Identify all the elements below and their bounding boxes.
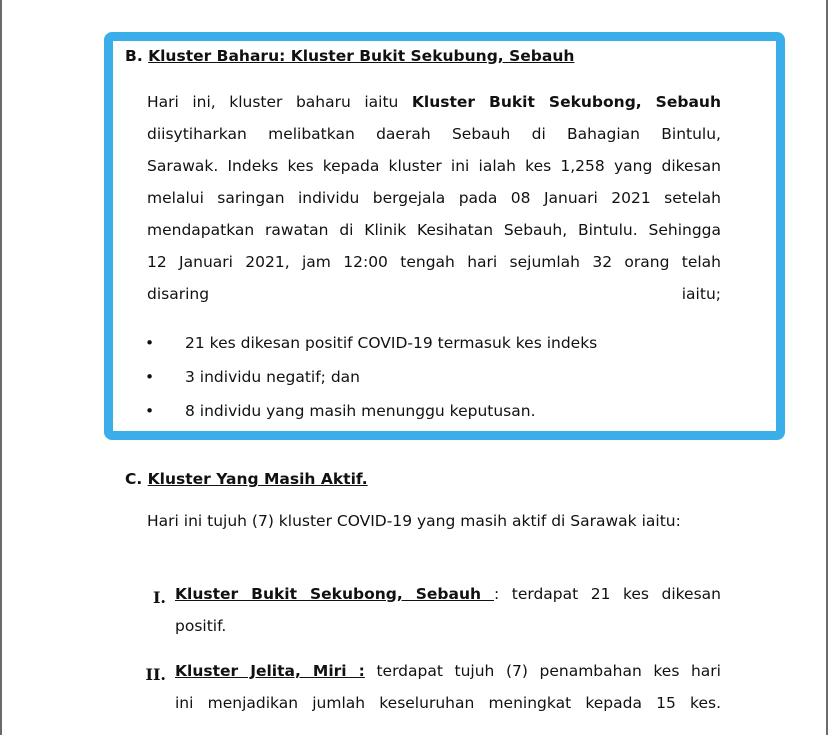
bullet-text-1: 21 kes dikesan positif COVID-19 termasuk kes indeks [185,334,598,352]
cluster-item-2-name: Kluster Jelita, Miri : [175,662,365,680]
cluster-item-1-line-1 [175,578,721,610]
section-c-letter: C. [125,470,143,488]
section-b-line-4: mendapatkan rawatan di Klinik Kesihatan Sebauh, Bintulu. Sehingga [147,221,721,239]
section-b-cluster-name: Kluster Bukit Sekubong, Sebauh [411,93,721,111]
section-b-title: Kluster Baharu: Kluster Bukit Sekubung, Sebauh [148,47,575,65]
cluster-item-1 [175,578,721,642]
bullet-text-2: 3 individu negatif; dan [185,368,360,386]
bullet-item-2 [145,366,360,388]
section-c-title: Kluster Yang Masih Aktif. [147,470,368,488]
bullet-icon: • [145,334,155,352]
page-edge-right [826,0,828,735]
section-b-line-1: diisytiharkan melibatkan daerah Sebauh di Bahagian Bintulu, [147,125,721,143]
cluster-item-2-detail: terdapat tujuh (7) penambahan kes hari [364,662,721,680]
cluster-item-2 [175,655,721,719]
cluster-item-2-line-2: ini menjadikan jumlah keseluruhan meningkat kepada 15 kes. [175,694,721,712]
cluster-item-2-number: II. [145,665,166,684]
section-b-line-2: Sarawak. Indeks kes kepada kluster ini ialah kes 1,258 yang dikesan [147,157,721,175]
section-c-heading [125,469,368,489]
cluster-item-1-name: Kluster Bukit Sekubong, Sebauh [175,585,495,603]
bullet-text-3: 8 individu yang masih menunggu keputusan. [185,402,536,420]
cluster-item-1-line-2: positif. [175,617,227,635]
bullet-icon: • [145,402,155,420]
section-b-line-5: 12 Januari 2021, jam 12:00 tengah hari sejumlah 32 orang telah [147,253,721,271]
section-b-line-6: disaring iaitu; [147,285,721,303]
section-b-line-0 [147,86,721,118]
section-c-intro: Hari ini tujuh (7) kluster COVID-19 yang masih aktif di Sarawak iaitu: [147,512,681,530]
cluster-item-2-line-1 [175,655,721,687]
bullet-item-1 [145,332,597,354]
cluster-item-1-number: I. [152,588,166,607]
section-b-line-3: melalui saringan individu bergejala pada 08 Januari 2021 setelah [147,189,721,207]
cluster-item-1-detail: : terdapat 21 kes dikesan [494,585,721,603]
section-b-heading [125,46,574,66]
section-b-paragraph [147,86,721,310]
bullet-icon: • [145,368,155,386]
bullet-item-3 [145,400,536,422]
section-b-letter: B. [125,47,143,65]
section-b-intro: Hari ini, kluster baharu iaitu [147,93,412,111]
page-edge-left [0,0,2,735]
